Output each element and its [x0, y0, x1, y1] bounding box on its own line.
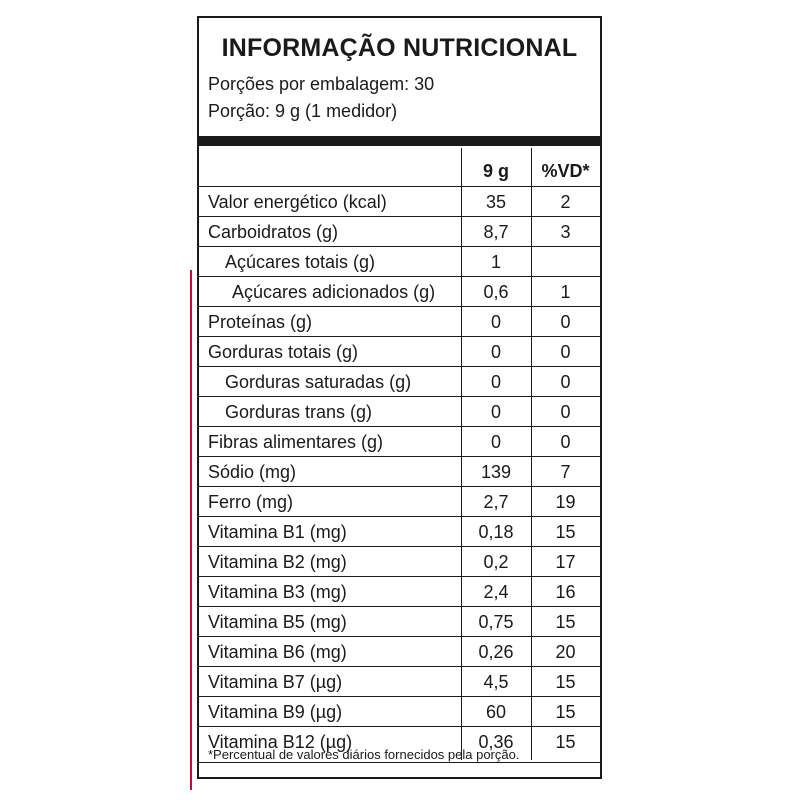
nutrient-amount: 0,26: [478, 642, 514, 662]
table-row: [199, 216, 600, 247]
nutrient-amount: 0,18: [478, 522, 514, 542]
table-row: [199, 606, 600, 637]
table-row: [199, 546, 600, 577]
table-row: [199, 336, 600, 367]
nutrient-name: Vitamina B2 (mg): [208, 552, 347, 572]
nutrient-name: Gorduras saturadas (g): [225, 372, 412, 392]
nutrient-daily-value: 0: [560, 312, 571, 332]
nutrient-daily-value: 7: [560, 462, 571, 482]
nutrient-name: Carboidratos (g): [208, 222, 339, 242]
nutrient-amount: 2,7: [483, 492, 509, 512]
nutrient-daily-value: 1: [560, 282, 571, 302]
nutrient-daily-value: 15: [555, 702, 576, 722]
background-edge-line: [190, 270, 192, 790]
nutrient-amount: 0: [490, 372, 501, 392]
nutrient-amount: 0,75: [478, 612, 514, 632]
nutrient-daily-value: 15: [555, 672, 576, 692]
table-row: [199, 276, 600, 307]
nutrient-daily-value: 2: [560, 192, 571, 212]
nutrient-name: Vitamina B1 (mg): [208, 522, 347, 542]
nutrient-amount: 2,4: [483, 582, 509, 602]
nutrient-amount: 0,2: [483, 552, 509, 572]
table-row: [199, 186, 600, 217]
nutrient-name: Sódio (mg): [208, 462, 297, 482]
nutrient-name: Vitamina B6 (mg): [208, 642, 347, 662]
nutrient-name: Vitamina B7 (µg): [208, 672, 343, 692]
nutrient-name: Açúcares totais (g): [225, 252, 376, 272]
table-row: [199, 456, 600, 487]
nutrient-amount: 0,36: [478, 732, 514, 752]
nutrient-daily-value: 15: [555, 732, 576, 752]
nutrient-name: Vitamina B9 (µg): [208, 702, 343, 722]
nutrient-daily-value: 0: [560, 432, 571, 452]
table-row: [199, 366, 600, 397]
nutrient-amount: 0: [490, 432, 501, 452]
nutrient-daily-value: 19: [555, 492, 576, 512]
nutrition-facts-label: [197, 16, 602, 779]
table-row: [199, 636, 600, 667]
table-row: [199, 666, 600, 697]
nutrient-name: Ferro (mg): [208, 492, 293, 512]
servings-per-package: Porções por embalagem: 30: [208, 74, 435, 94]
nutrient-daily-value: 20: [555, 642, 576, 662]
header-daily-value: %VD*: [541, 160, 590, 181]
nutrient-daily-value: 15: [555, 522, 576, 542]
table-row: [199, 396, 600, 427]
footnote: *Percentual de valores diários fornecidos pela porção.: [208, 747, 520, 762]
table-row: [199, 246, 600, 277]
nutrient-amount: 139: [480, 462, 512, 482]
nutrient-daily-value: 3: [560, 222, 571, 242]
nutrient-name: Vitamina B12 (µg): [208, 732, 353, 752]
nutrient-name: Proteínas (g): [208, 312, 313, 332]
nutrient-name: Gorduras trans (g): [225, 402, 373, 422]
nutrient-amount: 1: [490, 252, 501, 272]
serving-size: Porção: 9 g (1 medidor): [208, 101, 398, 121]
thick-divider: [199, 136, 600, 146]
nutrient-amount: 4,5: [483, 672, 509, 692]
nutrient-amount: 0: [490, 342, 501, 362]
nutrient-daily-value: 0: [560, 372, 571, 392]
nutrient-amount: 0: [490, 402, 501, 422]
nutrient-name: Valor energético (kcal): [208, 192, 387, 212]
nutrient-name: Gorduras totais (g): [208, 342, 359, 362]
table-row: [199, 486, 600, 517]
table-row: [199, 576, 600, 607]
header-amount: 9 g: [482, 160, 509, 181]
footnote-divider: [199, 762, 600, 763]
nutrient-name: Vitamina B5 (mg): [208, 612, 347, 632]
nutrient-daily-value: [531, 247, 600, 277]
table-row: [199, 426, 600, 457]
nutrient-amount: 60: [485, 702, 507, 722]
table-row: [199, 516, 600, 547]
nutrient-daily-value: 15: [555, 612, 576, 632]
nutrient-daily-value: 0: [560, 402, 571, 422]
label-title: INFORMAÇÃO NUTRICIONAL: [221, 34, 578, 62]
table-row: [199, 696, 600, 727]
nutrient-daily-value: 17: [555, 552, 576, 572]
nutrient-daily-value: 0: [560, 342, 571, 362]
nutrient-daily-value: 16: [555, 582, 576, 602]
nutrient-amount: 8,7: [483, 222, 509, 242]
nutrient-name: Açúcares adicionados (g): [232, 282, 436, 302]
nutrient-amount: 35: [485, 192, 507, 212]
nutrient-name: Vitamina B3 (mg): [208, 582, 347, 602]
table-row: [199, 306, 600, 337]
nutrient-amount: 0,6: [483, 282, 509, 302]
nutrient-amount: 0: [490, 312, 501, 332]
nutrient-name: Fibras alimentares (g): [208, 432, 384, 452]
